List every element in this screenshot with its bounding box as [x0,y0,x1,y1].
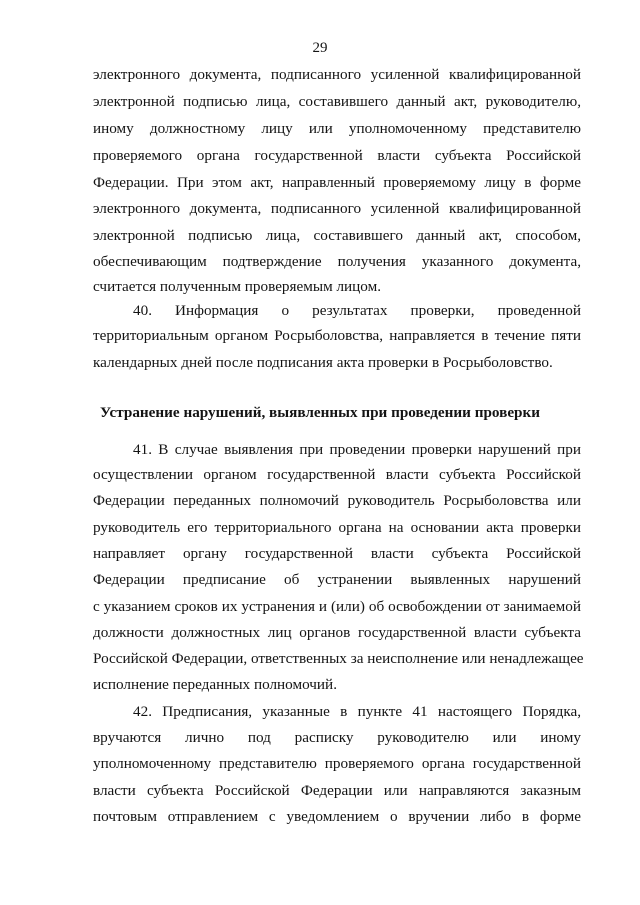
text-line: уполномоченному представителю проверяемого органа государственной [93,755,581,772]
text-line: вручаются лично под расписку руководителю или иному [93,729,581,746]
text-line: электронной подписью лица, составившего данный акт, руководителю, [93,93,581,110]
text-line: власти субъекта Российской Федерации или направляются заказным [93,782,581,799]
paragraph-40-line: 40. Информация о результатах проверки, проведенной [133,302,581,319]
text-line: осуществлении органом государственной власти субъекта Российской [93,466,581,483]
text-line: территориальным органом Росрыболовства, направляется в течение пяти [93,327,581,344]
text-line: направляет органу государственной власти субъекта Российской [93,545,581,562]
text-line: считается полученным проверяемым лицом. [93,278,382,295]
text-line: Российской Федерации, ответственных за неисполнение или ненадлежащее [93,650,584,667]
text-line: почтовым отправлением с уведомлением о вручении либо в форме [93,808,581,825]
section-heading: Устранение нарушений, выявленных при проведении проверки [99,404,541,421]
paragraph-42-line: 42. Предписания, указанные в пункте 41 настоящего Порядка, [133,703,581,720]
paragraph-41-line: 41. В случае выявления при проведении проверки нарушений при [133,441,581,458]
text-line: Федерации. При этом акт, направленный проверяемому лицу в форме [93,174,581,191]
text-line: обеспечивающим подтверждение получения указанного документа, [93,253,581,270]
text-line: электронной подписью лица, составившего данный акт, способом, [93,227,581,244]
text-line: электронного документа, подписанного усиленной квалифицированной [93,66,581,83]
text-line: с указанием сроков их устранения и (или) об освобождении от занимаемой [93,598,581,615]
page-number: 29 [312,40,328,56]
text-line: иному должностному лицу или уполномоченному представителю [93,120,581,137]
text-line: Федерации предписание об устранении выявленных нарушений [93,571,581,588]
text-line: электронного документа, подписанного усиленной квалифицированной [93,200,581,217]
text-line: Федерации переданных полномочий руководитель Росрыболовства или [93,492,581,509]
text-line: руководитель его территориального органа на основании акта проверки [93,519,581,536]
text-line: проверяемого органа государственной власти субъекта Российской [93,147,581,164]
text-line: календарных дней после подписания акта проверки в Росрыболовство. [93,354,553,371]
text-line: исполнение переданных полномочий. [93,676,337,693]
text-line: должности должностных лиц органов государственной власти субъекта [93,624,581,641]
